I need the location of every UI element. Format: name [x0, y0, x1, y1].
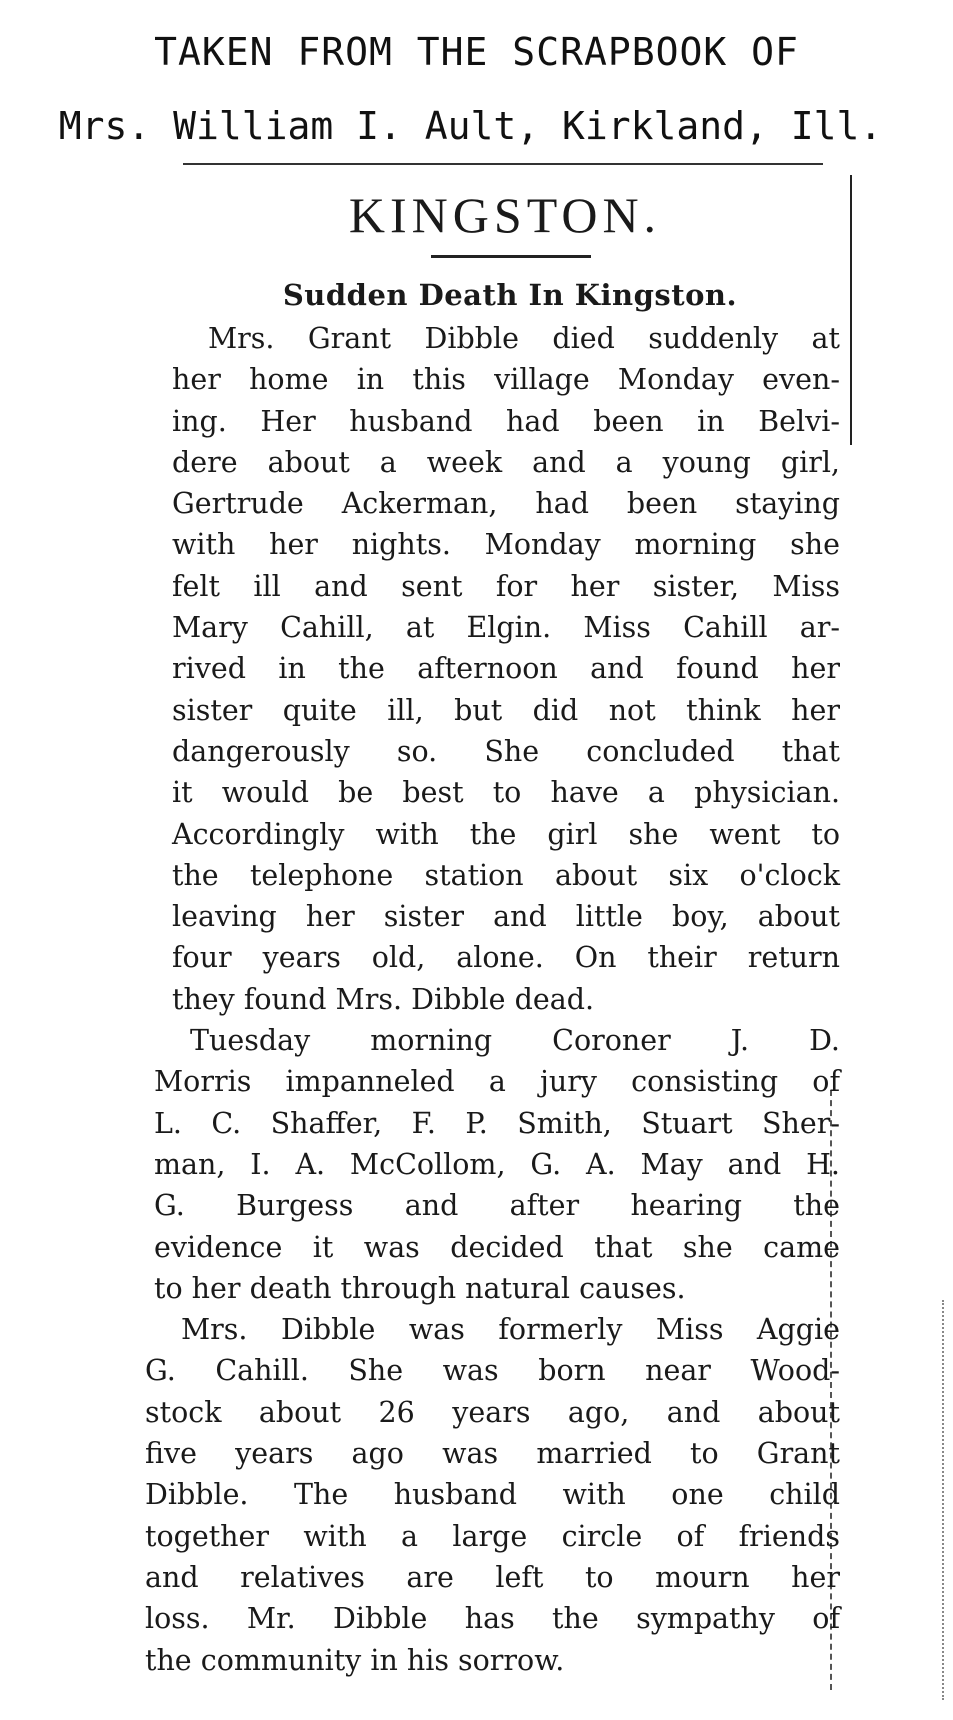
text-line: Mrs. Dibble was formerly Miss Aggie: [181, 1313, 840, 1347]
text-line: evidence it was decided that she came: [154, 1230, 840, 1264]
text-line: four years old, alone. On their return: [172, 941, 840, 975]
text-line: stock about 26 years ago, and about: [145, 1395, 840, 1429]
text-line: together with a large circle of friends: [145, 1519, 840, 1553]
text-line: and relatives are left to mourn her: [145, 1560, 840, 1594]
text-line: it would be best to have a physician.: [172, 776, 840, 810]
scrapbook-owner-line: Mrs. William I. Ault, Kirkland, Ill.: [58, 104, 883, 148]
text-line: rived in the afternoon and found her: [172, 652, 840, 686]
newspaper-clipping: [145, 185, 840, 1681]
text-line: man, I. A. McCollom, G. A. May and H.: [154, 1147, 840, 1181]
text-line: loss. Mr. Dibble has the sympathy of: [145, 1602, 840, 1636]
column-edge: [850, 175, 852, 445]
text-line: Tuesday morning Coroner J. D.: [190, 1024, 840, 1058]
text-line: G. Burgess and after hearing the: [154, 1189, 840, 1223]
text-line: L. C. Shaffer, F. P. Smith, Stuart Sher-: [154, 1106, 840, 1140]
text-line: dere about a week and a young girl,: [172, 445, 840, 479]
text-line: with her nights. Monday morning she: [172, 528, 840, 562]
text-line: Dibble. The husband with one child: [145, 1478, 840, 1512]
text-line: sister quite ill, but did not think her: [172, 693, 840, 727]
text-line: leaving her sister and little boy, about: [172, 900, 840, 934]
text-line: Morris impanneled a jury consisting of: [154, 1065, 840, 1099]
header-rule: [183, 163, 823, 165]
article-paragraph: [172, 318, 840, 1020]
text-line: Gertrude Ackerman, had been staying: [172, 487, 840, 521]
text-line: five years ago was married to Grant: [145, 1437, 840, 1471]
text-line: the telephone station about six o'clock: [172, 858, 840, 892]
text-line: they found Mrs. Dibble dead.: [172, 982, 595, 1016]
text-line: to her death through natural causes.: [154, 1271, 686, 1305]
text-line: Accordingly with the girl she went to: [172, 817, 840, 851]
text-line: dangerously so. She concluded that: [172, 734, 840, 768]
text-line: felt ill and sent for her sister, Miss: [172, 569, 840, 603]
page-edge-dotted: [942, 1300, 944, 1700]
text-line: her home in this village Monday even-: [172, 363, 840, 397]
text-line: Mrs. Grant Dibble died suddenly at: [208, 322, 840, 355]
article-paragraph: [145, 1309, 840, 1681]
headline-rule: [431, 255, 591, 258]
article-paragraph: [154, 1020, 840, 1309]
text-line: the community in his sorrow.: [145, 1643, 565, 1677]
text-line: ing. Her husband had been in Belvi-: [172, 404, 840, 438]
article-subhead: Sudden Death In Kingston.: [282, 278, 738, 312]
text-line: Mary Cahill, at Elgin. Miss Cahill ar-: [172, 611, 840, 645]
text-line: G. Cahill. She was born near Wood-: [145, 1354, 840, 1388]
scrapbook-source-line: TAKEN FROM THE SCRAPBOOK OF: [154, 30, 799, 74]
article-headline: KINGSTON.: [348, 187, 662, 243]
